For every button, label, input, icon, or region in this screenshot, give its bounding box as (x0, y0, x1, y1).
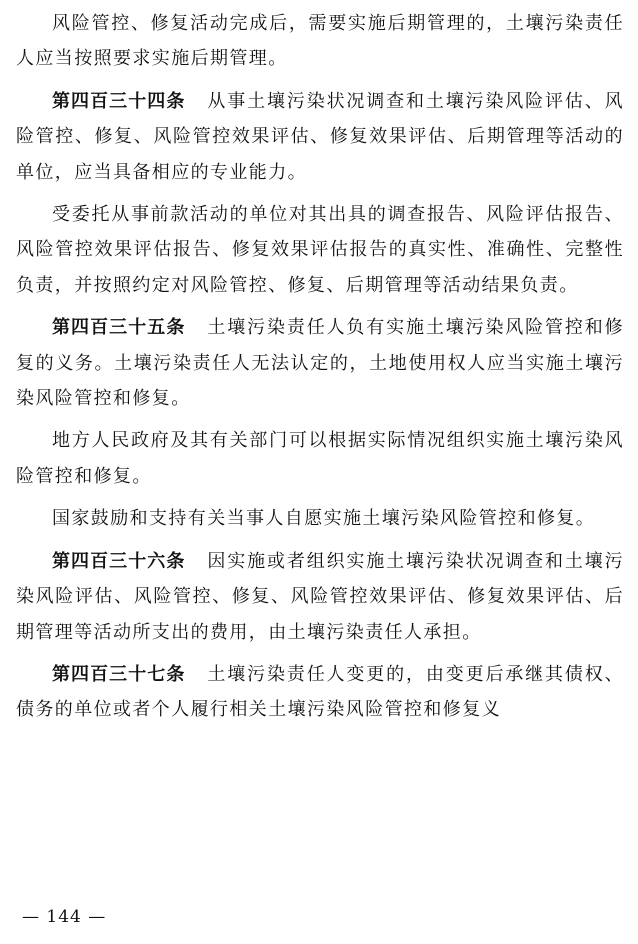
article-number: 第四百三十五条 (52, 317, 186, 339)
paragraph-5 (16, 423, 624, 494)
paragraph-text: 国家鼓励和支持有关当事人自愿实施土壤污染风险管控和修复。 (52, 508, 596, 530)
article-number: 第四百三十四条 (52, 90, 186, 112)
article-number: 第四百三十六条 (52, 550, 186, 572)
document-page (16, 6, 624, 735)
article-number: 第四百三十七条 (52, 663, 186, 685)
page-number: — 144 — (22, 907, 107, 927)
paragraph-text: 因实施或者组织实施土壤污染状况调查和土壤污染风险评估、风险管控、修复、风险管控效果评估、修复效果评估、后期管理等活动所支出的费用，由土壤污染责任人承担。 (16, 550, 624, 643)
paragraph-text: 土壤污染责任人变更的，由变更后承继其债权、债务的单位或者个人履行相关土壤污染风险管控和修复义 (16, 663, 624, 721)
paragraph-text: 土壤污染责任人负有实施土壤污染风险管控和修复的义务。土壤污染责任人无法认定的，土地使用权人应当实施土壤污染风险管控和修复。 (16, 317, 624, 410)
article-436 (16, 544, 624, 650)
paragraph-1 (16, 6, 624, 77)
article-434 (16, 84, 624, 190)
paragraph-3 (16, 197, 624, 303)
paragraph-6 (16, 501, 624, 536)
paragraph-text: 从事土壤污染状况调查和土壤污染风险评估、风险管控、修复、风险管控效果评估、修复效果评估、后期管理等活动的单位，应当具备相应的专业能力。 (16, 90, 624, 183)
article-435 (16, 310, 624, 416)
paragraph-text: 地方人民政府及其有关部门可以根据实际情况组织实施土壤污染风险管控和修复。 (16, 430, 624, 487)
paragraph-text: 受委托从事前款活动的单位对其出具的调查报告、风险评估报告、风险管控效果评估报告、修复效果评估报告的真实性、准确性、完整性负责，并按照约定对风险管控、修复、后期管理等活动结果负责。 (16, 204, 624, 296)
article-437 (16, 657, 624, 728)
paragraph-text: 风险管控、修复活动完成后，需要实施后期管理的，土壤污染责任人应当按照要求实施后期管理。 (16, 13, 624, 70)
